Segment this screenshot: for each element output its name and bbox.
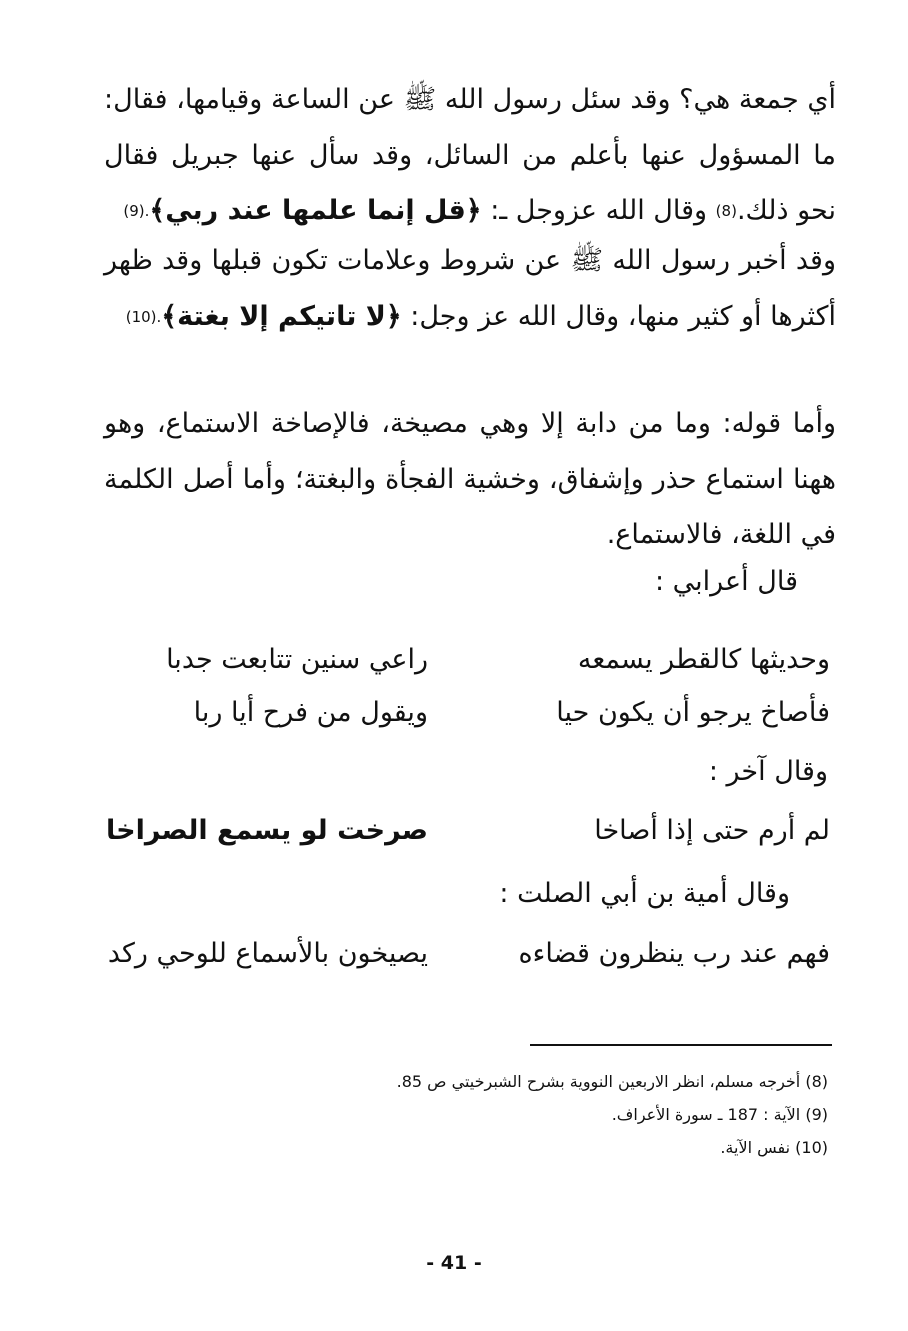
- paragraph-3: [104, 396, 836, 563]
- verse-3-first-hemistich: لم أرم حتى إذا أصاخا: [594, 815, 830, 846]
- quran-quote-2: ﴿لا تاتيكم إلا بغتة﴾: [161, 300, 402, 332]
- paragraph-1-text-b: وقال الله عزوجل ـ:: [481, 195, 716, 226]
- heading-bedouin: قال أعرابي :: [654, 566, 798, 597]
- verse-1-second-hemistich: راعي سنين تتابعت جدبا: [166, 644, 428, 675]
- verse-1-first-hemistich: وحديثها كالقطر يسمعه: [577, 644, 830, 675]
- verse-3-second-text: صرخت لو يسمع الصراخا: [106, 815, 428, 846]
- paragraph-2: [104, 233, 836, 345]
- footnote-8: (8) أخرجه مسلم، انظر الاربعين النووية بشرح الشبرخيتي ص 85.: [396, 1072, 828, 1091]
- footnote-10: (10) نفس الآية.: [720, 1138, 828, 1157]
- verse-3-second-hemistich: [98, 811, 428, 851]
- paragraph-1-text: أي جمعة هي؟ وقد سئل رسول الله ﷺ عن الساعة وقيامها، فقال: ما المسؤول عنها بأعلم من السائل، وقد سأل عنها جبريل فقال نحو ذلك.: [104, 84, 836, 226]
- heading-umayya: وقال أمية بن أبي الصلت :: [499, 878, 790, 909]
- footnote-divider: [530, 1044, 832, 1046]
- footnote-ref-8: (8): [715, 202, 737, 220]
- footnote-ref-9: .(9): [123, 202, 150, 220]
- paragraph-3-text: وأما قوله: وما من دابة إلا وهي مصيخة، فالإصاخة الاستماع، وهو ههنا استماع حذر وإشفاق، وخشية الفجأة والبغتة؛ وأما أصل الكلمة في اللغة، فالاستماع.: [104, 408, 836, 550]
- heading-another: وقال آخر :: [708, 756, 828, 787]
- footnote-ref-10: .(10): [125, 307, 162, 326]
- footnote-9: (9) الآية : 187 ـ سورة الأعراف.: [611, 1105, 828, 1124]
- verse-2-first-hemistich: فأصاخ يرجو أن يكون حيا: [556, 697, 830, 728]
- verse-4-second-hemistich: يصيخون بالأسماع للوحي ركد: [107, 938, 428, 969]
- verse-2-second-hemistich: ويقول من فرح أيا ربا: [193, 697, 428, 728]
- quran-quote-1: ﴿قل إنما علمها عند ربي﴾: [149, 195, 482, 226]
- page-number: - 41 -: [426, 1252, 482, 1274]
- paragraph-2-text: وقد أخبر رسول الله ﷺ عن شروط وعلامات تكون قبلها وقد ظهر أكثرها أو كثير منها، وقال الله عز وجل:: [104, 245, 836, 332]
- paragraph-1: [104, 72, 836, 240]
- verse-4-first-hemistich: فهم عند رب ينظرون قضاءه: [518, 938, 830, 969]
